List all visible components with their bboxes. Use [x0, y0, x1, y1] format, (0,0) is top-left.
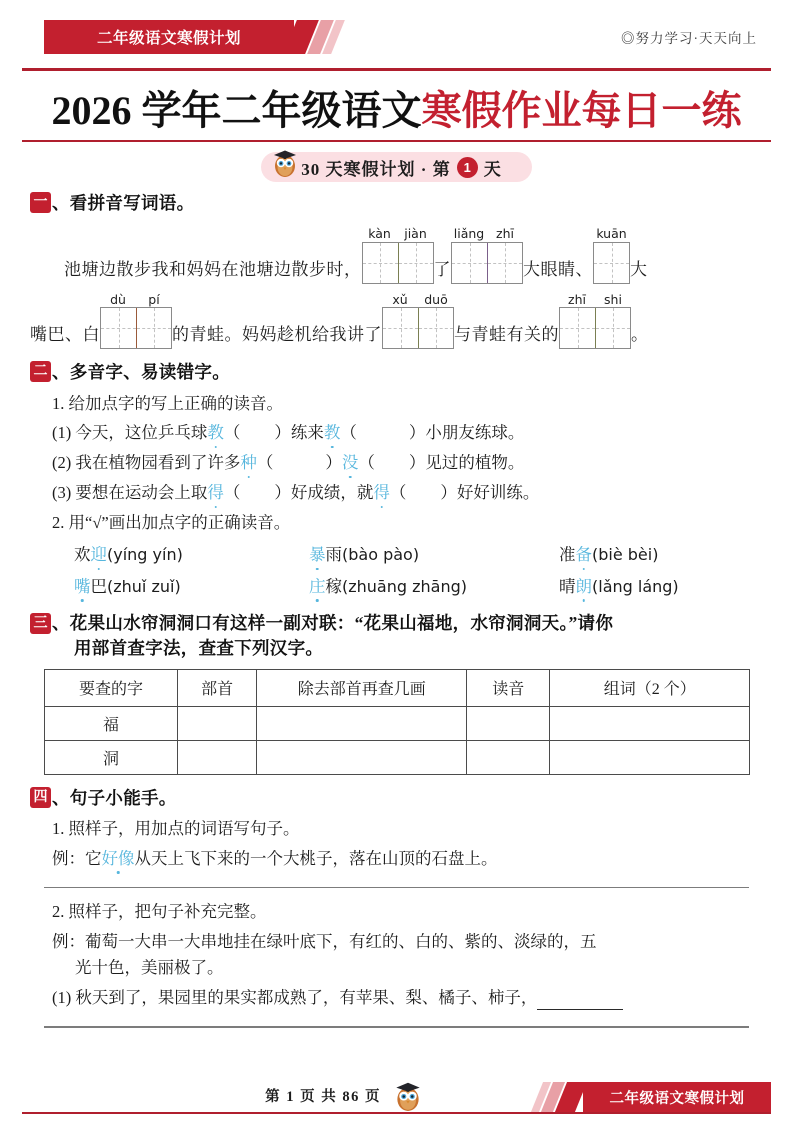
pinyin-box-group-2[interactable] — [451, 228, 523, 284]
section-2-number: 二 — [30, 361, 51, 382]
section-3-header — [30, 611, 763, 636]
tianzige-cell[interactable] — [595, 308, 630, 348]
choice-5-post: 稼 — [325, 577, 342, 597]
pinyin-box-group-5[interactable] — [382, 291, 454, 350]
day-badge-wrap — [0, 152, 793, 182]
pinyin-box-group-3[interactable] — [593, 228, 630, 284]
answer-write-line[interactable] — [44, 1026, 749, 1028]
s2-q2-mid1: （ — [256, 453, 274, 473]
table-header-row — [45, 669, 750, 706]
section-1-title: 、看拼音写词语。 — [52, 193, 195, 213]
s1-line1-mid1: 了 — [433, 259, 451, 279]
s2-q1-blue1: 教 — [207, 421, 224, 445]
choice-item[interactable] — [559, 543, 658, 567]
section-1-line-2 — [30, 291, 763, 350]
s2-q3-blue1: 得 — [207, 481, 224, 505]
tianzige-cell[interactable] — [136, 308, 171, 348]
s2-q3-mid1: （ — [223, 483, 241, 503]
choice-item[interactable] — [559, 575, 679, 599]
choice-2-options[interactable]: (bào pào) — [342, 545, 420, 565]
pinyin-box-group-4[interactable] — [100, 291, 172, 350]
choice-4-post: 巴 — [90, 577, 107, 597]
table-header-cell: 部首 — [177, 669, 256, 706]
section-4-number: 四 — [30, 787, 51, 808]
tianzige-cell[interactable] — [594, 243, 629, 283]
section-2-item-1 — [52, 421, 763, 445]
tianzige-cell[interactable] — [560, 308, 595, 348]
table-cell-character: 福 — [45, 706, 178, 740]
table-row — [45, 706, 750, 740]
section-2-title: 、多音字、易读错字。 — [52, 362, 230, 383]
table-cell-character: 洞 — [45, 740, 178, 774]
choice-1-pre: 欢 — [74, 545, 91, 565]
choice-5-target: 庄 — [309, 575, 326, 599]
title-red-part: 寒假作业每日一练 — [421, 87, 742, 133]
answer-write-line[interactable] — [44, 887, 749, 889]
day-badge — [261, 152, 531, 182]
worksheet-page — [0, 14, 793, 1136]
table-header-cell: 组词（2 个） — [550, 669, 750, 706]
s4-ex1-post: 从天上飞下来的一个大桃子，落在山顶的石盘上。 — [134, 848, 498, 868]
choice-6-target: 朗 — [576, 575, 593, 599]
s2-q3-prefix: (3) 要想在运动会上取 — [52, 483, 208, 503]
s4-ex1-blue: 好像 — [102, 847, 135, 871]
tianzige-cell[interactable] — [101, 308, 136, 348]
table-header-cell: 除去部首再查几画 — [257, 669, 467, 706]
table-row — [45, 740, 750, 774]
header-rule — [22, 68, 771, 71]
s2-q3-tail: ）好好训练。 — [440, 483, 540, 503]
header-band-label: 二年级语文寒假计划 — [96, 30, 241, 47]
section-2-choice-row-1 — [74, 543, 763, 567]
choice-2-target: 暴 — [309, 543, 326, 567]
s2-q3-mid2: ）好成绩，就 — [274, 483, 374, 503]
choice-1-target: 迎 — [91, 543, 108, 567]
pinyin-duo: duō — [424, 291, 448, 307]
page-footer — [0, 1080, 793, 1136]
s2-q2-blue1: 种 — [240, 451, 257, 475]
section-1-number: 一 — [30, 192, 51, 213]
pinyin-zhi: zhī — [496, 226, 514, 242]
s1-line1-tail: 大 — [630, 259, 648, 279]
tianzige-cell[interactable] — [363, 243, 398, 283]
pinyin-liang: liǎng — [453, 226, 485, 242]
s1-line1-lead: 池塘边散步我和妈妈在池塘边散步时， — [64, 259, 362, 279]
s2-q2-mid3: （ — [358, 453, 375, 473]
section-3-number: 三 — [30, 613, 51, 634]
header-band-block — [44, 20, 294, 54]
section-4-title: 、句子小能手。 — [52, 787, 177, 808]
worksheet-content — [30, 190, 763, 1028]
footer-band-label: 二年级语文寒假计划 — [609, 1090, 745, 1107]
table-header-cell: 读音 — [467, 669, 550, 706]
owl-mascot-icon — [393, 1078, 423, 1112]
s2-q3-blue2: 得 — [373, 481, 390, 505]
table-header-cell: 要查的字 — [45, 669, 178, 706]
section-2-choice-row-2 — [74, 575, 763, 599]
footer-band-block — [583, 1082, 771, 1112]
s2-q2-mid2: ） — [325, 453, 342, 473]
pinyin-du: dù — [110, 291, 126, 307]
choice-3-pre: 准 — [559, 545, 576, 565]
choice-1-options[interactable]: (yíng yín) — [107, 545, 183, 565]
s2-q2-prefix: (2) 我在植物园看到了许多 — [52, 453, 241, 473]
choice-4-target: 嘴 — [74, 575, 91, 599]
s4-ex1-pre: 例：它 — [52, 848, 102, 868]
tianzige-cell[interactable] — [487, 243, 522, 283]
section-3-title-line1: 、花果山水帘洞洞口有这样一副对联：“花果山福地，水帘洞洞天。”请你 — [52, 612, 614, 633]
section-2-sub2: 2. 用“√”画出加点字的正确读音。 — [52, 513, 291, 533]
day-badge-suffix: 天 — [483, 159, 502, 179]
table-cell-answer[interactable] — [467, 706, 550, 740]
section-1-header — [30, 190, 763, 216]
choice-item[interactable] — [309, 575, 559, 599]
table-cell-answer[interactable] — [177, 740, 256, 774]
choice-3-target: 备 — [576, 543, 593, 567]
s2-q1-mid2: ）练来 — [274, 423, 324, 443]
s2-q1-blue2: 教 — [324, 421, 341, 445]
pinyin-zhi2: zhī — [568, 291, 586, 307]
s2-q1-mid3: （ — [340, 423, 357, 443]
tianzige-cell[interactable] — [452, 243, 487, 283]
header-motto: ◎努力学习·天天向上 — [621, 31, 757, 46]
choice-5-options[interactable]: (zhuāng zhāng) — [342, 577, 467, 597]
section-1-line-1 — [64, 228, 763, 284]
table-cell-answer[interactable] — [550, 706, 750, 740]
choice-item[interactable] — [74, 543, 309, 567]
page-title — [0, 79, 793, 136]
table-cell-answer[interactable] — [467, 740, 550, 774]
tianzige-cell[interactable] — [418, 308, 453, 348]
s1-line2-mid1: 的青蛙。妈妈趁机给我讲了 — [172, 325, 382, 345]
s2-q1-mid1: （ — [223, 423, 241, 443]
s2-q2-tail: ）见过的植物。 — [408, 453, 525, 473]
section-4-item-1 — [52, 986, 763, 1010]
choice-4-options[interactable]: (zhuǐ zuǐ) — [107, 577, 181, 597]
table-cell-answer[interactable] — [257, 706, 467, 740]
pinyin-shi: shi — [604, 291, 622, 307]
s2-q3-mid3: （ — [389, 483, 407, 503]
section-4-example-2-line2: 光十色，美丽极了。 — [75, 958, 224, 978]
choice-3-options[interactable]: (biè bèi) — [592, 545, 659, 565]
header-banner — [22, 14, 771, 66]
title-black-part: 2026 学年二年级语文 — [51, 87, 422, 133]
choice-item[interactable] — [74, 575, 309, 599]
section-2-header — [30, 359, 763, 385]
s1-line2-tail: 。 — [631, 325, 649, 345]
radical-lookup-table — [44, 669, 750, 775]
tianzige-cell[interactable] — [398, 243, 433, 283]
section-4-sub2: 2. 照样子，把句子补充完整。 — [52, 902, 267, 922]
s2-q1-tail: ）小朋友练球。 — [408, 423, 525, 443]
pinyin-kuan: kuān — [596, 226, 627, 242]
choice-6-options[interactable]: (lǎng láng) — [592, 577, 679, 597]
table-cell-answer[interactable] — [257, 740, 467, 774]
s1-line1-mid2: 大眼睛、 — [523, 259, 593, 279]
section-4-example-1 — [52, 847, 763, 871]
choice-2-post: 雨 — [325, 545, 342, 565]
choice-item[interactable] — [309, 543, 559, 567]
s4-item1-text: (1) 秋天到了，果园里的果实都成熟了，有苹果、梨、橘子、柿子， — [52, 988, 538, 1008]
s2-q2-blue2: 没 — [342, 451, 359, 475]
answer-blank[interactable] — [537, 995, 623, 1010]
pinyin-box-group-1[interactable] — [362, 228, 434, 284]
section-2-sub1: 1. 给加点字的写上正确的读音。 — [52, 393, 283, 413]
table-cell-answer[interactable] — [550, 740, 750, 774]
choice-6-pre: 晴 — [559, 577, 576, 597]
page-number: 第 1 页 共 86 页 — [265, 1089, 381, 1105]
pinyin-pi: pí — [148, 291, 160, 307]
section-4-header — [30, 785, 763, 811]
section-4-example-2-line1: 例：葡萄一大串一大串地挂在绿叶底下，有红的、白的、紫的、淡绿的，五 — [52, 932, 597, 952]
section-4-sub1: 1. 照样子，用加点的词语写句子。 — [52, 818, 300, 838]
s1-line2-mid2: 与青蛙有关的 — [454, 325, 559, 345]
s1-line2-lead: 嘴巴、白 — [30, 325, 100, 345]
section-3-title-line2: 用部首查字法，查查下列汉字。 — [74, 638, 324, 659]
s2-q1-prefix: (1) 今天，这位乒乓球 — [52, 423, 208, 443]
section-2-item-2 — [52, 451, 763, 475]
day-badge-number: 1 — [457, 157, 478, 178]
pinyin-box-group-6[interactable] — [559, 291, 631, 350]
title-rule — [22, 140, 771, 143]
section-2-item-3 — [52, 481, 763, 505]
owl-mascot-icon — [271, 146, 299, 178]
table-cell-answer[interactable] — [177, 706, 256, 740]
pinyin-xu: xǔ — [392, 291, 408, 307]
tianzige-cell[interactable] — [383, 308, 418, 348]
day-badge-prefix: 30 天寒假计划 · 第 — [301, 159, 451, 179]
pinyin-jian: jiàn — [404, 226, 427, 242]
pinyin-kan: kàn — [368, 226, 391, 242]
